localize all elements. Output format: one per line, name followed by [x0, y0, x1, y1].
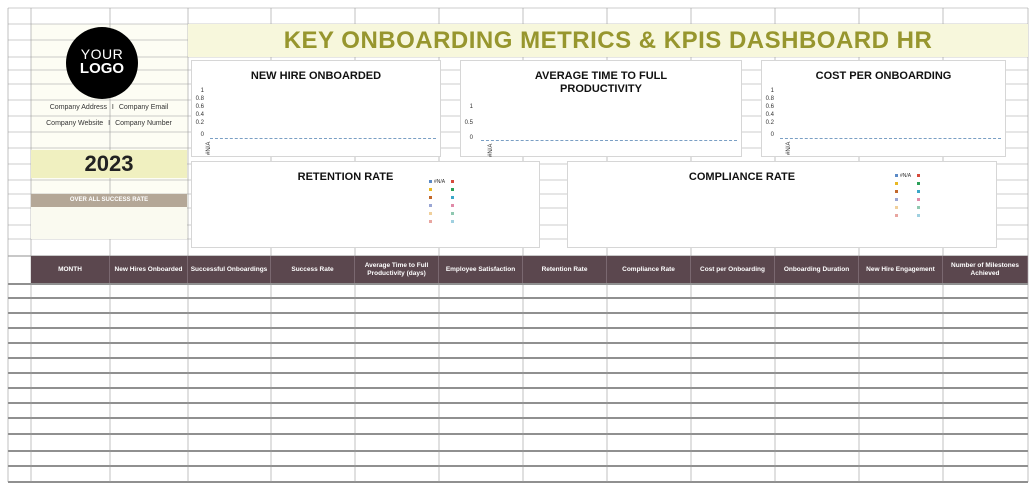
legend-swatch: [917, 182, 920, 185]
y-tick: 1: [770, 88, 774, 94]
legend-swatch: [451, 220, 454, 223]
legend-swatch: [917, 206, 920, 209]
separator: I: [111, 104, 114, 111]
chart-new-hire-onboarded[interactable]: [191, 60, 441, 157]
legend-swatch: [451, 204, 454, 207]
column-header[interactable]: New Hires Onboarded: [110, 256, 188, 283]
column-header[interactable]: Cost per Onboarding: [691, 256, 775, 283]
x-label: #N/A: [488, 143, 494, 157]
legend-swatch: [451, 196, 454, 199]
company-number[interactable]: Company Number: [115, 120, 172, 127]
legend-swatch: [451, 212, 454, 215]
column-header[interactable]: Employee Satisfaction: [439, 256, 523, 283]
chart-average-time[interactable]: [460, 60, 742, 157]
logo-line1: YOUR: [80, 46, 124, 62]
legend-swatch: [429, 196, 432, 199]
y-tick: 0.8: [765, 96, 774, 102]
column-header[interactable]: New Hire Engagement: [859, 256, 943, 283]
company-email[interactable]: Company Email: [118, 104, 169, 111]
legend-label: #N/A: [900, 173, 912, 179]
chart-title: COST PER ONBOARDING: [815, 70, 952, 82]
legend-swatch: [451, 188, 454, 191]
legend-swatch: [917, 190, 920, 193]
chart-cost-per-onboarding[interactable]: [761, 60, 1006, 157]
company-logo: [66, 27, 138, 99]
y-tick: 0.2: [765, 120, 774, 126]
legend-swatch: [917, 198, 920, 201]
legend-swatch: [895, 198, 898, 201]
overall-success-value[interactable]: [31, 207, 187, 239]
separator: I: [108, 120, 111, 127]
legend-swatch: [895, 182, 898, 185]
y-tick: 0.4: [195, 112, 204, 118]
legend-swatch: [895, 174, 898, 177]
chart-title: AVERAGE TIME TO FULL PRODUCTIVITY: [534, 70, 668, 95]
column-header[interactable]: Compliance Rate: [607, 256, 691, 283]
year-cell[interactable]: 2023: [31, 150, 187, 178]
legend-label: #N/A: [434, 179, 446, 185]
legend-swatch: [451, 180, 454, 183]
y-tick: 0.4: [765, 112, 774, 118]
column-header[interactable]: Success Rate: [271, 256, 355, 283]
column-header[interactable]: Retention Rate: [523, 256, 607, 283]
legend-swatch: [895, 190, 898, 193]
column-header[interactable]: Onboarding Duration: [775, 256, 859, 283]
company-address[interactable]: Company Address: [49, 104, 107, 111]
legend-swatch: [429, 212, 432, 215]
legend-swatch: [917, 174, 920, 177]
legend-swatch: [895, 214, 898, 217]
legend-swatch: [429, 188, 432, 191]
y-tick: 0.6: [765, 104, 774, 110]
company-address-row: [31, 104, 187, 111]
chart-title: NEW HIRE ONBOARDED: [250, 70, 382, 82]
legend-swatch: [429, 204, 432, 207]
chart-baseline: [210, 138, 436, 139]
overall-success-label: OVER ALL SUCCESS RATE: [31, 194, 187, 207]
x-label: #N/A: [206, 141, 212, 155]
column-header[interactable]: MONTH: [31, 256, 110, 283]
chart-legend: [429, 180, 469, 240]
chart-title: RETENTION RATE: [297, 171, 394, 183]
x-label: #N/A: [786, 141, 792, 155]
y-tick: 0: [770, 132, 774, 138]
legend-swatch: [895, 206, 898, 209]
legend-swatch: [429, 180, 432, 183]
chart-compliance-rate[interactable]: [567, 161, 997, 248]
column-header[interactable]: Successful Onboardings: [188, 256, 271, 283]
chart-baseline: [481, 140, 737, 141]
y-tick: 0.8: [195, 96, 204, 102]
company-website[interactable]: Company Website: [46, 120, 104, 127]
logo-line2: LOGO: [79, 60, 125, 77]
y-tick: 0: [469, 135, 473, 141]
y-tick: 1: [200, 88, 204, 94]
legend-swatch: [429, 220, 432, 223]
y-tick: 0.6: [195, 104, 204, 110]
chart-baseline: [780, 138, 1001, 139]
y-tick: 0.2: [195, 120, 204, 126]
column-header[interactable]: Average Time to Full Productivity (days): [355, 256, 439, 283]
chart-title: COMPLIANCE RATE: [688, 171, 796, 183]
legend-swatch: [917, 214, 920, 217]
company-website-row: [31, 120, 187, 127]
y-tick: 0: [200, 132, 204, 138]
dashboard-title[interactable]: KEY ONBOARDING METRICS & KPIS DASHBOARD HR: [188, 24, 1028, 57]
y-tick: 0.5: [464, 120, 473, 126]
chart-legend: [895, 174, 935, 234]
y-tick: 1: [469, 104, 473, 110]
column-header[interactable]: Number of Milestones Achieved: [943, 256, 1028, 283]
